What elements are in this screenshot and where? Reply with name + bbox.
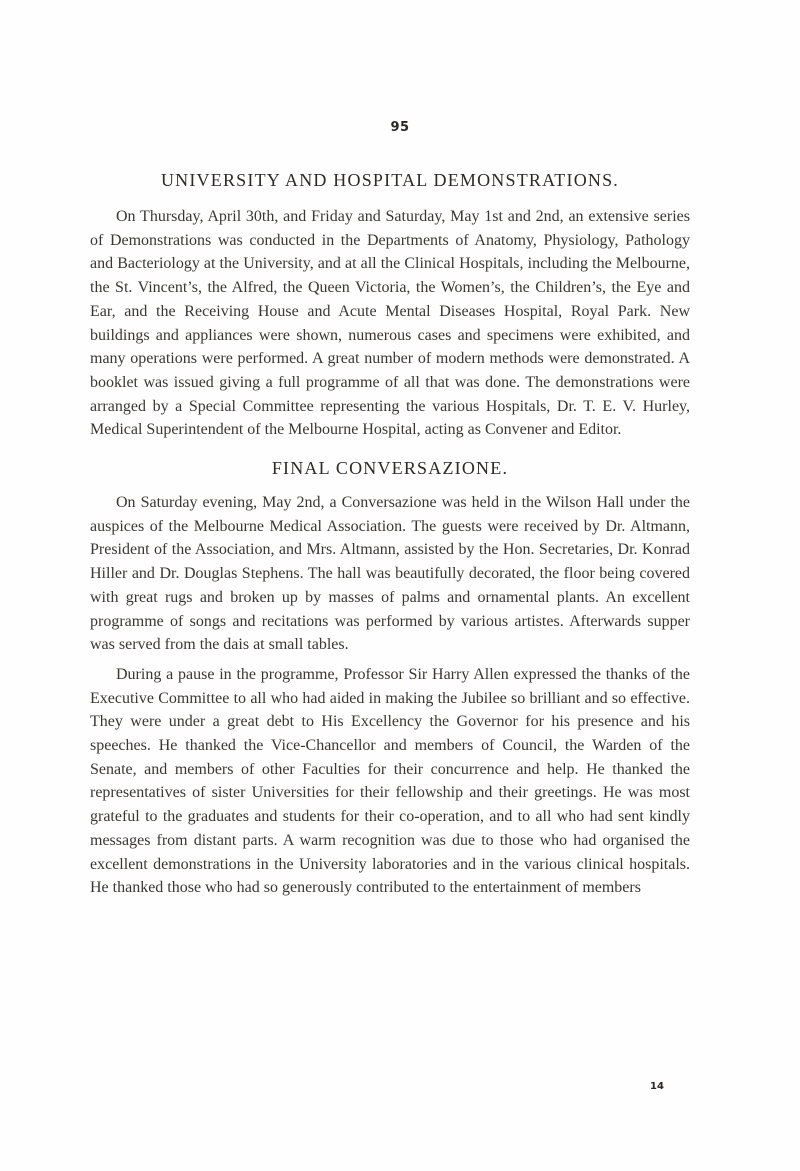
paragraph-conversazione: On Saturday evening, May 2nd, a Conversazione was held in the Wilson Hall under the auspices of the Melbourne Medical Association. The guests were received by Dr. Altmann, President of the Association, and Mrs. Altmann, assisted by the Hon. Secretaries, Dr. Konrad Hiller and Dr. Douglas Stephens. The hall was beautifully decorated, the floor being covered with great rugs and broken up by masses of palms and ornamental plants. An excellent programme of songs and recitations was performed by various artistes. Afterwards supper was served from the dais at small tables. bbox=[90, 494, 690, 654]
paragraph-thanks: During a pause in the programme, Professor Sir Harry Allen expressed the thanks of the Executive Committee to all who had aided in making the Jubilee so brilliant and so effective. They were under a great debt to His Excellency the Governor for his presence and his speeches. He thanked the Vice-Chancellor and members of Council, the Warden of the Senate, and members of other Faculties for their concurrence and help. He thanked the representatives of sister Universities for their fellowship and their greetings. He was most grateful to the graduates and students for their co-operation, and to all who had sent kindly messages from distant parts. A warm recognition was due to those who had organised the excellent demonstrations in the University laboratories and in the various clinical hospitals. He thanked those who had so generously contributed to the entertainment of members bbox=[90, 665, 690, 897]
section-heading-conversazione: FINAL CONVERSAZIONE. bbox=[271, 458, 509, 479]
paragraph-demonstrations: On Thursday, April 30th, and Friday and Saturday, May 1st and 2nd, an extensive series of Demonstrations was conducted in the Departments of Anatomy, Physiology, Pathology and Bacteriology at the University, and at all the Clinical Hospitals, including the Melbourne, the St. Vincent’s, the Alfred, the Queen Victoria, the Women’s, the Children’s, the Eye and Ear, and the Receiving House and Acute Mental Diseases Hospital, Royal Park. New buildings and appliances were shown, numerous cases and specimens were exhibited, and many operations were performed. A great number of modern methods were demonstrated. A booklet was issued giving a full programme of all that was done. The demonstrations were arranged by a Special Committee representing the various Hospitals, Dr. T. E. V. Hurley, Medical Superintendent of the Melbourne Hospital, acting as Convener and Editor. bbox=[90, 208, 690, 439]
page-content bbox=[90, 170, 690, 906]
section-heading-demonstrations: UNIVERSITY AND HOSPITAL DEMONSTRATIONS. bbox=[160, 170, 620, 190]
signature-mark: 14 bbox=[650, 1081, 664, 1092]
page-number: 95 bbox=[390, 120, 410, 135]
